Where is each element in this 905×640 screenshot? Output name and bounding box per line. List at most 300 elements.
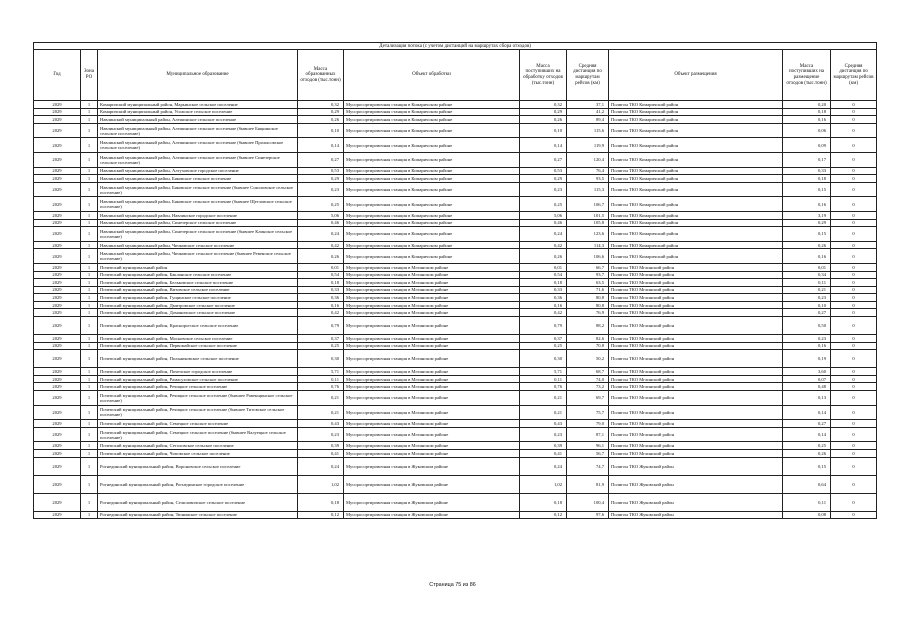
distance-processing-cell: 82,6 (567, 335, 609, 343)
placement-object-cell: Полигон ТКО Мглинский район (609, 420, 783, 428)
municipality-cell: Навлинский муниципальный район, Алешинское сельское поселение (бывшее Синезерское сельское поселение) (98, 152, 298, 167)
distance-processing-cell: 74,0 (567, 375, 609, 383)
mass-to-processing-cell: 0,53 (520, 167, 567, 175)
zone-cell: 1 (81, 475, 98, 493)
mass-to-placement-cell: 0,23 (783, 294, 831, 302)
year-cell: 2029 (34, 391, 81, 406)
year-cell: 2029 (34, 511, 81, 519)
mass-generated-cell: 0,29 (298, 175, 344, 183)
table-row (34, 123, 877, 138)
mass-generated-cell: 0,16 (298, 301, 344, 309)
year-cell: 2029 (34, 420, 81, 428)
municipality-cell: Почепский муниципальный район, Семецкое сельское поселение (98, 420, 298, 428)
zone-cell: 1 (81, 138, 98, 153)
zone-cell: 1 (81, 511, 98, 519)
mass-generated-cell: 0,33 (298, 286, 344, 294)
mass-to-placement-cell: 0,18 (783, 175, 831, 183)
mass-to-processing-cell: 0,25 (520, 342, 567, 350)
year-cell: 2029 (34, 123, 81, 138)
municipality-cell: Комаричский муниципальный район, Усожское сельское поселение (98, 108, 298, 116)
zone-cell: 1 (81, 227, 98, 242)
mass-to-placement-cell: 0,06 (783, 123, 831, 138)
municipality-cell: Почепский муниципальный район, Витовское сельское поселение (98, 286, 298, 294)
processing-object-cell: Мусоросортировочная станция в Мглинском районе (344, 350, 520, 368)
mass-generated-cell: 5,06 (298, 211, 344, 219)
mass-to-processing-cell: 0,26 (520, 249, 567, 264)
mass-to-processing-cell: 0,33 (520, 286, 567, 294)
mass-generated-cell: 0,26 (298, 116, 344, 124)
table-row (34, 309, 877, 317)
mass-to-processing-cell: 0,10 (520, 123, 567, 138)
mass-to-processing-cell: 0,23 (520, 182, 567, 197)
municipality-cell: Почепский муниципальный район, Семецкое сельское поселение (бывшее Валуецкое сельское поселение) (98, 427, 298, 442)
table-row (34, 427, 877, 442)
table-row (34, 301, 877, 309)
municipality-cell: Навлинский муниципальный район, Алтуховское городское поселение (98, 167, 298, 175)
municipality-cell: Почепский муниципальный район, Гущинское сельское поселение (98, 294, 298, 302)
municipality-cell: Навлинский муниципальный район, Бяковское сельское поселение (бывшее Щегловское сельское поселение) (98, 197, 298, 212)
mass-generated-cell: 0,21 (298, 405, 344, 420)
distance-processing-cell: 96,1 (567, 442, 609, 450)
year-cell: 2029 (34, 457, 81, 475)
mass-generated-cell: 0,53 (298, 167, 344, 175)
zone-cell: 1 (81, 294, 98, 302)
mass-generated-cell: 0,23 (298, 182, 344, 197)
municipality-cell: Рогнединский муниципальный район, Рогнединское городское поселение (98, 475, 298, 493)
zone-cell: 1 (81, 368, 98, 376)
year-cell: 2029 (34, 350, 81, 368)
header-mass-to-processing: Масса поступивших на обработку отходов (тыс.тонн) (520, 50, 567, 101)
zone-cell: 1 (81, 263, 98, 271)
document-sheet (33, 42, 876, 519)
distance-processing-cell: 37,1 (567, 101, 609, 109)
municipality-cell: Почепский муниципальный район, Дмитровское сельское поселение (98, 301, 298, 309)
mass-to-processing-cell: 0,43 (520, 420, 567, 428)
table-row (34, 450, 877, 458)
municipality-cell: Навлинский муниципальный район, Алешинское сельское поселение (бывшее Пролысовское сельское поселение) (98, 138, 298, 153)
processing-object-cell: Мусоросортировочная станция в Жуковском районе (344, 457, 520, 475)
mass-generated-cell: 0,37 (298, 335, 344, 343)
zone-cell: 1 (81, 493, 98, 511)
municipality-cell: Почепский муниципальный район (98, 263, 298, 271)
distance-processing-cell: 76,9 (567, 309, 609, 317)
mass-to-processing-cell: 0,25 (520, 197, 567, 212)
mass-to-processing-cell: 0,12 (520, 511, 567, 519)
mass-to-placement-cell: 0,33 (783, 167, 831, 175)
processing-object-cell: Мусоросортировочная станция в Комаричском районе (344, 138, 520, 153)
mass-generated-cell: 0,01 (298, 263, 344, 271)
mass-to-processing-cell: 0,41 (520, 450, 567, 458)
zone-cell: 1 (81, 271, 98, 279)
distance-placement-cell: 0 (831, 175, 877, 183)
distance-processing-cell: 70,8 (567, 342, 609, 350)
mass-to-placement-cell: 0,07 (783, 375, 831, 383)
mass-to-placement-cell: 0,16 (783, 342, 831, 350)
mass-to-placement-cell: 0,26 (783, 450, 831, 458)
placement-object-cell: Полигон ТКО Мглинский район (609, 279, 783, 287)
distance-processing-cell: 88,2 (567, 317, 609, 335)
mass-to-placement-cell: 0,23 (783, 335, 831, 343)
distance-placement-cell: 0 (831, 383, 877, 391)
mass-to-placement-cell: 0,48 (783, 383, 831, 391)
year-cell: 2029 (34, 211, 81, 219)
year-cell: 2029 (34, 427, 81, 442)
distance-processing-cell: 100,4 (567, 493, 609, 511)
year-cell: 2029 (34, 475, 81, 493)
distance-processing-cell: 106,6 (567, 249, 609, 264)
table-row (34, 457, 877, 475)
header-placement-object: Объект размещения (609, 50, 783, 101)
placement-object-cell: Полигон ТКО Жуковский район (609, 493, 783, 511)
mass-to-placement-cell: 0,08 (783, 511, 831, 519)
mass-generated-cell: 0,11 (298, 375, 344, 383)
page-number: Страница 75 из 86 (429, 582, 476, 588)
mass-to-placement-cell: 0,20 (783, 101, 831, 109)
year-cell: 2029 (34, 317, 81, 335)
mass-to-processing-cell: 0,42 (520, 309, 567, 317)
zone-cell: 1 (81, 286, 98, 294)
mass-to-placement-cell: 0,14 (783, 405, 831, 420)
year-cell: 2029 (34, 263, 81, 271)
year-cell: 2029 (34, 342, 81, 350)
distance-processing-cell: 63,5 (567, 279, 609, 287)
municipality-cell: Навлинский муниципальный район, Бяковское сельское поселение (98, 175, 298, 183)
zone-cell: 1 (81, 241, 98, 249)
distance-processing-cell: 80,8 (567, 301, 609, 309)
table-row (34, 391, 877, 406)
year-cell: 2029 (34, 219, 81, 227)
zone-cell: 1 (81, 175, 98, 183)
mass-generated-cell: 0,10 (298, 123, 344, 138)
year-cell: 2029 (34, 116, 81, 124)
zone-cell: 1 (81, 383, 98, 391)
mass-to-processing-cell: 0,24 (520, 227, 567, 242)
waste-flow-table (33, 42, 877, 519)
table-row (34, 511, 877, 519)
mass-generated-cell: 0,79 (298, 317, 344, 335)
mass-to-processing-cell: 0,36 (520, 294, 567, 302)
processing-object-cell: Мусоросортировочная станция в Мглинском районе (344, 405, 520, 420)
header-zone: Зона РО (81, 50, 98, 101)
processing-object-cell: Мусоросортировочная станция в Комаричском районе (344, 219, 520, 227)
distance-placement-cell: 0 (831, 279, 877, 287)
distance-placement-cell: 0 (831, 309, 877, 317)
distance-placement-cell: 0 (831, 391, 877, 406)
municipality-cell: Рогнединский муниципальный район, Тюнинское сельское поселение (98, 511, 298, 519)
municipality-cell: Почепский муниципальный район, Почепское городское поселение (98, 368, 298, 376)
distance-processing-cell: 89,4 (567, 116, 609, 124)
processing-object-cell: Мусоросортировочная станция в Мглинском районе (344, 442, 520, 450)
distance-placement-cell: 0 (831, 335, 877, 343)
mass-to-processing-cell: 0,18 (520, 493, 567, 511)
header-distance-processing: Средняя дистанция по маршрутам рейсов (км) (567, 50, 609, 101)
mass-to-placement-cell: 0,27 (783, 420, 831, 428)
zone-cell: 1 (81, 457, 98, 475)
mass-to-processing-cell: 0,18 (520, 279, 567, 287)
distance-processing-cell: 120,4 (567, 152, 609, 167)
mass-generated-cell: 0,24 (298, 227, 344, 242)
header-distance-placement: Средняя дистанция по маршрутам рейсов (км) (831, 50, 877, 101)
distance-processing-cell: 69,7 (567, 391, 609, 406)
distance-placement-cell: 0 (831, 294, 877, 302)
table-row (34, 101, 877, 109)
zone-cell: 1 (81, 197, 98, 212)
municipality-cell: Почепский муниципальный район, Сетоловское сельское поселение (98, 442, 298, 450)
distance-placement-cell: 0 (831, 317, 877, 335)
mass-generated-cell: 0,54 (298, 271, 344, 279)
distance-processing-cell: 56,7 (567, 450, 609, 458)
distance-processing-cell: 73,2 (567, 383, 609, 391)
placement-object-cell: Полигон ТКО Мглинский район (609, 427, 783, 442)
mass-generated-cell: 0,12 (298, 511, 344, 519)
municipality-cell: Почепский муниципальный район, Краснорогское сельское поселение (98, 317, 298, 335)
distance-placement-cell: 0 (831, 450, 877, 458)
mass-generated-cell: 0,25 (298, 197, 344, 212)
placement-object-cell: Полигон ТКО Комаричский район (609, 138, 783, 153)
municipality-cell: Почепский муниципальный район, Московское сельское поселение (98, 335, 298, 343)
distance-placement-cell: 0 (831, 442, 877, 450)
year-cell: 2029 (34, 241, 81, 249)
zone-cell: 1 (81, 342, 98, 350)
distance-placement-cell: 0 (831, 511, 877, 519)
year-cell: 2029 (34, 405, 81, 420)
distance-processing-cell: 41,2 (567, 108, 609, 116)
placement-object-cell: Полигон ТКО Комаричский район (609, 211, 783, 219)
processing-object-cell: Мусоросортировочная станция в Мглинском районе (344, 317, 520, 335)
distance-processing-cell: 50,2 (567, 350, 609, 368)
zone-cell: 1 (81, 211, 98, 219)
zone-cell: 1 (81, 420, 98, 428)
municipality-cell: Почепский муниципальный район, Речицкое сельское поселение (бывшее Равенщинское сельское поселение) (98, 391, 298, 406)
zone-cell: 1 (81, 442, 98, 450)
distance-processing-cell: 97,6 (567, 511, 609, 519)
mass-to-placement-cell: 0,21 (783, 286, 831, 294)
distance-placement-cell: 0 (831, 420, 877, 428)
mass-to-placement-cell: 0,11 (783, 279, 831, 287)
distance-processing-cell: 76,4 (567, 167, 609, 175)
processing-object-cell: Мусоросортировочная станция в Мглинском районе (344, 271, 520, 279)
distance-placement-cell: 0 (831, 368, 877, 376)
mass-to-processing-cell: 0,37 (520, 335, 567, 343)
mass-generated-cell: 0,30 (298, 350, 344, 368)
mass-to-placement-cell: 0,64 (783, 475, 831, 493)
distance-processing-cell: 71,6 (567, 286, 609, 294)
table-row (34, 405, 877, 420)
municipality-cell: Комаричский муниципальный район, Марьинское сельское поселение (98, 101, 298, 109)
placement-object-cell: Полигон ТКО Мглинский район (609, 317, 783, 335)
mass-to-processing-cell: 5,71 (520, 368, 567, 376)
placement-object-cell: Полигон ТКО Мглинский район (609, 350, 783, 368)
mass-to-processing-cell: 0,27 (520, 152, 567, 167)
mass-to-placement-cell: 0,13 (783, 391, 831, 406)
processing-object-cell: Мусоросортировочная станция в Мглинском районе (344, 375, 520, 383)
placement-object-cell: Полигон ТКО Комаричский район (609, 152, 783, 167)
distance-processing-cell: 115,6 (567, 123, 609, 138)
distance-placement-cell: 0 (831, 342, 877, 350)
year-cell: 2029 (34, 108, 81, 116)
zone-cell: 1 (81, 108, 98, 116)
processing-object-cell: Мусоросортировочная станция в Комаричском районе (344, 249, 520, 264)
zone-cell: 1 (81, 317, 98, 335)
mass-to-processing-cell: 0,39 (520, 442, 567, 450)
zone-cell: 1 (81, 279, 98, 287)
distance-processing-cell: 119,9 (567, 138, 609, 153)
table-row (34, 219, 877, 227)
table-row (34, 241, 877, 249)
mass-to-processing-cell: 0,23 (520, 427, 567, 442)
mass-to-processing-cell: 0,21 (520, 391, 567, 406)
year-cell: 2029 (34, 175, 81, 183)
mass-to-placement-cell: 0,09 (783, 138, 831, 153)
table-row (34, 182, 877, 197)
distance-processing-cell: 115,3 (567, 182, 609, 197)
year-cell: 2029 (34, 368, 81, 376)
processing-object-cell: Мусоросортировочная станция в Комаричском районе (344, 108, 520, 116)
distance-placement-cell: 0 (831, 350, 877, 368)
distance-placement-cell: 0 (831, 263, 877, 271)
distance-placement-cell: 0 (831, 108, 877, 116)
placement-object-cell: Полигон ТКО Комаричский район (609, 116, 783, 124)
processing-object-cell: Мусоросортировочная станция в Мглинском районе (344, 286, 520, 294)
distance-processing-cell: 123,6 (567, 227, 609, 242)
mass-to-processing-cell: 0,32 (520, 101, 567, 109)
distance-processing-cell: 75,7 (567, 405, 609, 420)
mass-to-placement-cell: 0,19 (783, 350, 831, 368)
municipality-cell: Навлинский муниципальный район, Синезерское сельское поселение (98, 219, 298, 227)
processing-object-cell: Мусоросортировочная станция в Мглинском районе (344, 420, 520, 428)
placement-object-cell: Полигон ТКО Мглинский район (609, 375, 783, 383)
header-processing-object: Объект обработки (344, 50, 520, 101)
table-row (34, 368, 877, 376)
table-row (34, 271, 877, 279)
distance-placement-cell: 0 (831, 405, 877, 420)
placement-object-cell: Полигон ТКО Мглинский район (609, 263, 783, 271)
zone-cell: 1 (81, 301, 98, 309)
distance-placement-cell: 0 (831, 167, 877, 175)
zone-cell: 1 (81, 335, 98, 343)
placement-object-cell: Полигон ТКО Комаричский район (609, 175, 783, 183)
year-cell: 2029 (34, 138, 81, 153)
distance-placement-cell: 0 (831, 197, 877, 212)
mass-to-placement-cell: 0,34 (783, 271, 831, 279)
processing-object-cell: Мусоросортировочная станция в Комаричском районе (344, 241, 520, 249)
mass-to-placement-cell: 0,16 (783, 116, 831, 124)
year-cell: 2029 (34, 101, 81, 109)
placement-object-cell: Полигон ТКО Комаричский район (609, 182, 783, 197)
table-row (34, 167, 877, 175)
distance-placement-cell: 0 (831, 457, 877, 475)
placement-object-cell: Полигон ТКО Мглинский район (609, 309, 783, 317)
distance-placement-cell: 0 (831, 475, 877, 493)
mass-to-processing-cell: 0,26 (520, 116, 567, 124)
distance-processing-cell: 93,7 (567, 271, 609, 279)
mass-generated-cell: 0,23 (298, 427, 344, 442)
mass-to-processing-cell: 0,01 (520, 263, 567, 271)
header-municipality: Муниципальное образование (98, 50, 298, 101)
zone-cell: 1 (81, 101, 98, 109)
table-row (34, 279, 877, 287)
table-row (34, 317, 877, 335)
mass-to-processing-cell: 0,11 (520, 375, 567, 383)
zone-cell: 1 (81, 350, 98, 368)
table-row (34, 294, 877, 302)
distance-placement-cell: 0 (831, 286, 877, 294)
mass-generated-cell: 0,36 (298, 294, 344, 302)
zone-cell: 1 (81, 167, 98, 175)
processing-object-cell: Мусоросортировочная станция в Мглинском районе (344, 294, 520, 302)
processing-object-cell: Мусоросортировочная станция в Комаричском районе (344, 123, 520, 138)
municipality-cell: Навлинский муниципальный район, Бяковское сельское поселение (бывшее Соколовское сельское поселение) (98, 182, 298, 197)
distance-placement-cell: 0 (831, 211, 877, 219)
processing-object-cell: Мусоросортировочная станция в Жуковском районе (344, 493, 520, 511)
mass-to-placement-cell: 0,01 (783, 263, 831, 271)
year-cell: 2029 (34, 227, 81, 242)
placement-object-cell: Полигон ТКО Комаричский район (609, 123, 783, 138)
mass-to-processing-cell: 0,29 (520, 108, 567, 116)
mass-to-processing-cell: 1,02 (520, 475, 567, 493)
mass-generated-cell: 0,29 (298, 108, 344, 116)
processing-object-cell: Мусоросортировочная станция в Жуковском районе (344, 511, 520, 519)
zone-cell: 1 (81, 405, 98, 420)
year-cell: 2029 (34, 493, 81, 511)
table-row (34, 286, 877, 294)
placement-object-cell: Полигон ТКО Комаричский район (609, 101, 783, 109)
table-row (34, 493, 877, 511)
processing-object-cell: Мусоросортировочная станция в Комаричском районе (344, 167, 520, 175)
mass-generated-cell: 0,27 (298, 152, 344, 167)
distance-placement-cell: 0 (831, 249, 877, 264)
placement-object-cell: Полигон ТКО Мглинский район (609, 286, 783, 294)
placement-object-cell: Полигон ТКО Мглинский район (609, 368, 783, 376)
distance-placement-cell: 0 (831, 427, 877, 442)
mass-to-placement-cell: 0,15 (783, 457, 831, 475)
mass-generated-cell: 0,46 (298, 219, 344, 227)
table-row (34, 197, 877, 212)
year-cell: 2029 (34, 167, 81, 175)
municipality-cell: Навлинский муниципальный район, Навлинское городское поселение (98, 211, 298, 219)
table-row (34, 211, 877, 219)
mass-generated-cell: 0,18 (298, 279, 344, 287)
year-cell: 2029 (34, 279, 81, 287)
mass-to-placement-cell: 0,26 (783, 241, 831, 249)
placement-object-cell: Полигон ТКО Комаричский район (609, 227, 783, 242)
table-row (34, 342, 877, 350)
table-row (34, 108, 877, 116)
mass-generated-cell: 0,24 (298, 457, 344, 475)
placement-object-cell: Полигон ТКО Мглинский район (609, 405, 783, 420)
distance-processing-cell: 105,8 (567, 219, 609, 227)
municipality-cell: Навлинский муниципальный район, Алешинское сельское поселение (98, 116, 298, 124)
distance-placement-cell: 0 (831, 271, 877, 279)
mass-generated-cell: 0,41 (298, 450, 344, 458)
mass-generated-cell: 0,76 (298, 383, 344, 391)
placement-object-cell: Полигон ТКО Мглинский район (609, 342, 783, 350)
mass-to-placement-cell: 0,15 (783, 182, 831, 197)
distance-processing-cell: 68,7 (567, 368, 609, 376)
year-cell: 2029 (34, 442, 81, 450)
mass-to-placement-cell: 0,16 (783, 249, 831, 264)
year-cell: 2029 (34, 286, 81, 294)
distance-placement-cell: 0 (831, 493, 877, 511)
distance-placement-cell: 0 (831, 375, 877, 383)
mass-to-placement-cell: 3,60 (783, 368, 831, 376)
distance-placement-cell: 0 (831, 182, 877, 197)
year-cell: 2029 (34, 294, 81, 302)
municipality-cell: Навлинский муниципальный район, Чичковское сельское поселение (98, 241, 298, 249)
processing-object-cell: Мусоросортировочная станция в Мглинском районе (344, 383, 520, 391)
distance-placement-cell: 0 (831, 138, 877, 153)
placement-object-cell: Полигон ТКО Комаричский район (609, 241, 783, 249)
